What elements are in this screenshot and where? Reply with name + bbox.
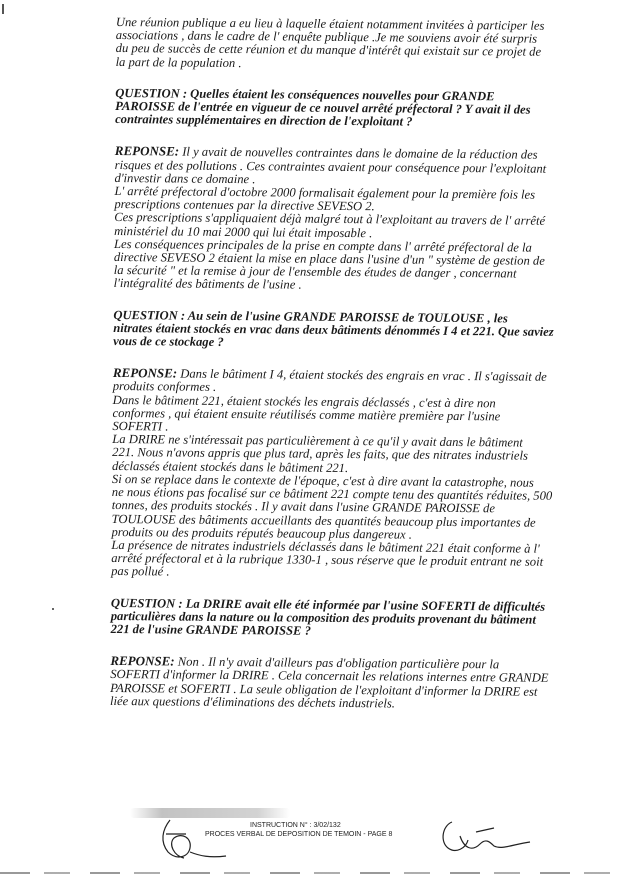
answer-2: [111, 366, 585, 582]
instruction-number: INSTRUCTION N° : 3/02/132: [250, 822, 341, 829]
answer-2-text: Dans le bâtiment I 4, étaient stockés des engrais en vrac . Il s'agissait de produits conformes . Dans le bâtiment 221, étaient stockés les engrais déclassés , c'est à dire non conformes , qui étaient ensuite réutilisés comme matière première par l'usine SOFERTI . La DRIRE ne s'intéressait pas particulièrement à ce qu'il y avait dans le bâtiment 221. Nous n'avons appris que plus tard, après les faits, que des nitrates industriels déclassés étaient stockés dans le bâtiment 221. Si on se replace dans le contexte de l'époque, c'est à dire avant la catastrophe, nous ne nous étions pas focalisé sur ce bâtiment 221 compte tenu des quantités réduites, 500 tonnes, des produits stockés . Il y avait dans l'usine GRANDE PAROISSE de TOULOUSE des bâtiments accueillants des quantités beaucoup plus importantes de produits ou des produits réputés beaucoup plus dangereux . La présence de nitrates industriels déclassés dans le bâtiment 221 était conforme à l' arrêté préfectoral et à la rubrique 1330-1 , sous réserve que le produit entrant ne soit pas pollué .: [111, 366, 553, 579]
scan-bottom-edge: [0, 872, 620, 874]
answer-2-label: REPONSE:: [112, 365, 178, 381]
question-2: QUESTION : Au sein de l'usine GRANDE PAROISSE de TOULOUSE , les nitrates étaient stockés en vrac dans deux bâtiments dénommés I 4 et 221. Que saviez vous de ce stockage ?: [113, 307, 554, 350]
answer-3-label: REPONSE:: [110, 653, 175, 669]
paragraph-intro: Une réunion publique a eu lieu à laquelle étaient notamment invitées à participer les associations , dans le cadre de l' enquête publique .Je me souviens avoir été surpris du peu de succès de cette réunion et du manque d'intérêt qui existait sur ce projet de la part de la population .: [115, 15, 545, 70]
footer-text: [205, 822, 392, 839]
answer-3: [110, 654, 582, 712]
answer-1: [114, 144, 587, 294]
answer-1-label: REPONSE:: [114, 143, 180, 159]
margin-dot: [52, 608, 54, 610]
question-1: QUESTION : Quelles étaient les conséquences nouvelles pour GRANDE PAROISSE de l'entrée en vigueur de ce nouvel arrêté préfectoral ? Y avait il des contraintes supplémentaires en direction de l'exploitant ?: [115, 85, 531, 129]
signature-right: [443, 822, 530, 850]
answer-1-text: Il y avait de nouvelles contraintes dans le domaine de la réduction des risques et des pollutions . Ces contraintes avaient pour conséquence pour l'exploitant d'investir dans ce domaine . L' arrêté préfectoral d'octobre 2000 formalisait également pour la première fois les prescriptions contenues par la directive SEVESO 2. Ces prescriptions s'appliquaient déjà malgré tout à l'exploitant au travers de l' arrêté ministériel du 10 mai 2000 qui lui était imposable . Les conséquences principales de la prise en compte dans l' arrêté préfectoral de la directive SEVESO 2 étaient la mise en place dans l'usine d'un " système de gestion de la sécurité " et la remise à jour de l'ensemble des études de danger , concernant l'intégralité des bâtiments de l'usine .: [113, 144, 547, 293]
answer-3-text: Non . Il n'y avait d'ailleurs pas d'obligation particulière pour la SOFERTI d'informer la DRIRE . Cela concernait les relations internes entre GRANDE PAROISSE et SOFERTI . La seule obligation de l'exploitant d'informer la DRIRE est liée aux questions d'éliminations des déchets industriels.: [109, 654, 549, 711]
margin-mark: [2, 4, 4, 14]
proces-verbal-page: PROCES VERBAL DE DEPOSITION DE TEMOIN - PAGE 8: [205, 830, 393, 838]
page-footer: [130, 808, 570, 868]
question-3: QUESTION : La DRIRE avait elle été informée par l'usine SOFERTI de difficultés particulières dans la nature ou la composition des produits provenant du bâtiment 221 de l'usine GRANDE PAROISSE ?: [110, 595, 546, 638]
body-text: [110, 16, 588, 712]
